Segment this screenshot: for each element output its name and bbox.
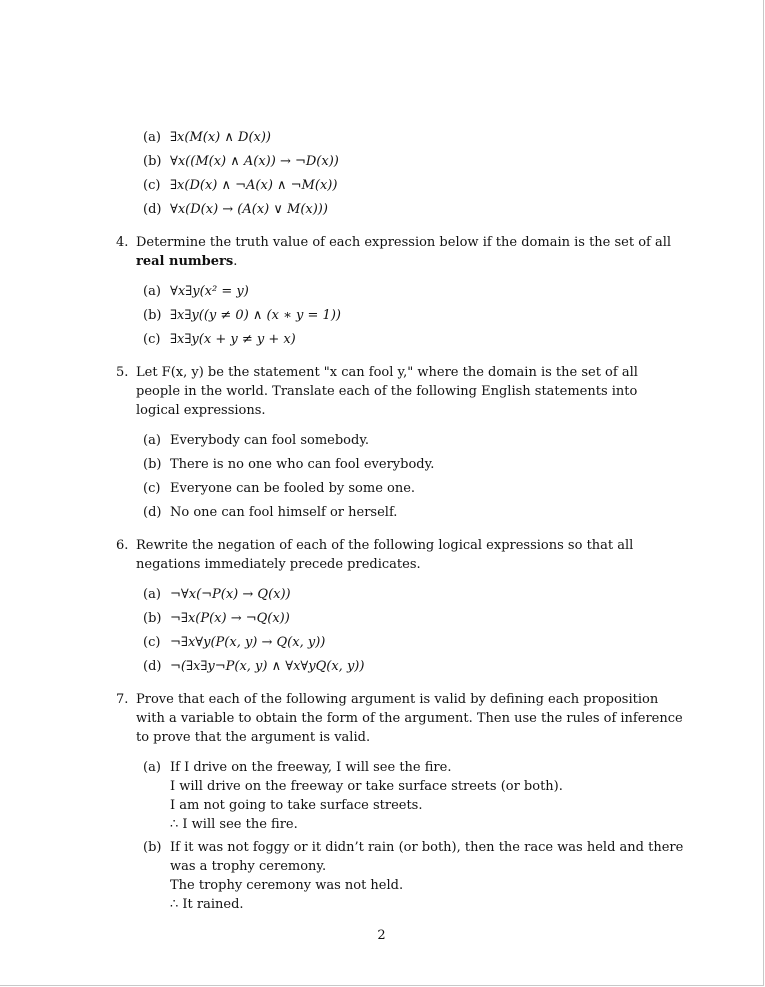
- item-expression: ¬∀x(¬P(x) → Q(x)): [170, 587, 291, 602]
- problem-number: 4.: [116, 235, 129, 250]
- problem-6: [116, 536, 684, 574]
- list-item: [143, 176, 684, 195]
- item-label: (b): [143, 611, 162, 626]
- page-number: 2: [377, 928, 386, 943]
- list-item: [143, 479, 684, 498]
- problem-text: Prove that each of the following argument is valid by defining each proposition with a variable to obtain the form of the argument. Then use the rules of inference to prove that the argument is valid.: [136, 692, 683, 745]
- list-item: [143, 282, 684, 301]
- page-content: [116, 128, 684, 918]
- item-label: (d): [143, 202, 162, 217]
- item-expression: ∃x∃y(x + y ≠ y + x): [170, 332, 296, 347]
- problem-7: [116, 690, 684, 747]
- item-text: Everybody can fool somebody.: [170, 433, 370, 448]
- item-label: (a): [143, 433, 161, 448]
- problem-5: [116, 363, 684, 420]
- list-item: [143, 431, 684, 450]
- list-item: [143, 306, 684, 325]
- list-item: [143, 200, 684, 219]
- item-expression: ∀x(D(x) → (A(x) ∨ M(x))): [170, 202, 328, 217]
- premise-line: If I drive on the freeway, I will see the fire.: [170, 760, 452, 775]
- premise-line: If it was not foggy or it didn’t rain (or both), then the race was held and there was a trophy ceremony.: [170, 840, 684, 874]
- list-item: [143, 152, 684, 171]
- argument-lines: [170, 838, 684, 914]
- premise-line: The trophy ceremony was not held.: [170, 878, 404, 893]
- argument-b: [143, 838, 684, 914]
- item-label: (c): [143, 178, 161, 193]
- item-expression: ¬∃x(P(x) → ¬Q(x)): [170, 611, 290, 626]
- item-label: (b): [143, 154, 162, 169]
- item-text: There is no one who can fool everybody.: [170, 457, 435, 472]
- item-expression: ¬(∃x∃y¬P(x, y) ∧ ∀x∀yQ(x, y)): [170, 659, 365, 674]
- list-item: [143, 503, 684, 522]
- item-expression: ∃x(D(x) ∧ ¬A(x) ∧ ¬M(x)): [170, 178, 338, 193]
- problem-number: 7.: [116, 692, 129, 707]
- item-expression: ∃x(M(x) ∧ D(x)): [170, 130, 271, 145]
- item-label: (a): [143, 284, 161, 299]
- item-label: (c): [143, 332, 161, 347]
- item-label: (c): [143, 635, 161, 650]
- item-text: No one can fool himself or herself.: [170, 505, 398, 520]
- problem-7-subitems: [116, 758, 684, 914]
- item-label: (b): [143, 840, 162, 855]
- argument-lines: [170, 758, 563, 834]
- item-expression: ∃x∃y((y ≠ 0) ∧ (x ∗ y = 1)): [170, 308, 341, 323]
- item-label: (d): [143, 659, 162, 674]
- item-label: (b): [143, 457, 162, 472]
- argument-a: [143, 758, 684, 834]
- item-text: Everyone can be fooled by some one.: [170, 481, 416, 496]
- item-expression: ∀x∃y(x² = y): [170, 284, 249, 299]
- item-expression: ∀x((M(x) ∧ A(x)) → ¬D(x)): [170, 154, 339, 169]
- item-label: (d): [143, 505, 162, 520]
- problem-number: 5.: [116, 365, 129, 380]
- list-item: [143, 585, 684, 604]
- list-item: [143, 455, 684, 474]
- list-item: [143, 633, 684, 652]
- item-label: (a): [143, 760, 161, 775]
- item-label: (b): [143, 308, 162, 323]
- prev-subitems: [116, 128, 684, 219]
- problem-text: Rewrite the negation of each of the following logical expressions so that all negations immediately precede predicates.: [136, 538, 634, 572]
- list-item: [143, 657, 684, 676]
- premise-line: I am not going to take surface streets.: [170, 798, 423, 813]
- problem-4-subitems: [116, 282, 684, 349]
- problem-6-subitems: [116, 585, 684, 676]
- item-label: (a): [143, 587, 161, 602]
- list-item: [143, 128, 684, 147]
- bold-term: real numbers: [136, 254, 234, 269]
- problem-number: 6.: [116, 538, 129, 553]
- conclusion-line: ∴ I will see the fire.: [170, 817, 298, 832]
- premise-line: I will drive on the freeway or take surface streets (or both).: [170, 779, 563, 794]
- list-item: [143, 330, 684, 349]
- list-item: [143, 609, 684, 628]
- item-label: (a): [143, 130, 161, 145]
- conclusion-line: ∴ It rained.: [170, 897, 244, 912]
- item-label: (c): [143, 481, 161, 496]
- problem-text: Determine the truth value of each expression below if the domain is the set of all real numbers.: [136, 235, 672, 269]
- problem-4: [116, 233, 684, 271]
- problem-5-subitems: [116, 431, 684, 522]
- item-expression: ¬∃x∀y(P(x, y) → Q(x, y)): [170, 635, 326, 650]
- problem-text: Let F(x, y) be the statement "x can fool y," where the domain is the set of all people in the world. Translate each of the following English statements into logical expressions.: [136, 365, 638, 418]
